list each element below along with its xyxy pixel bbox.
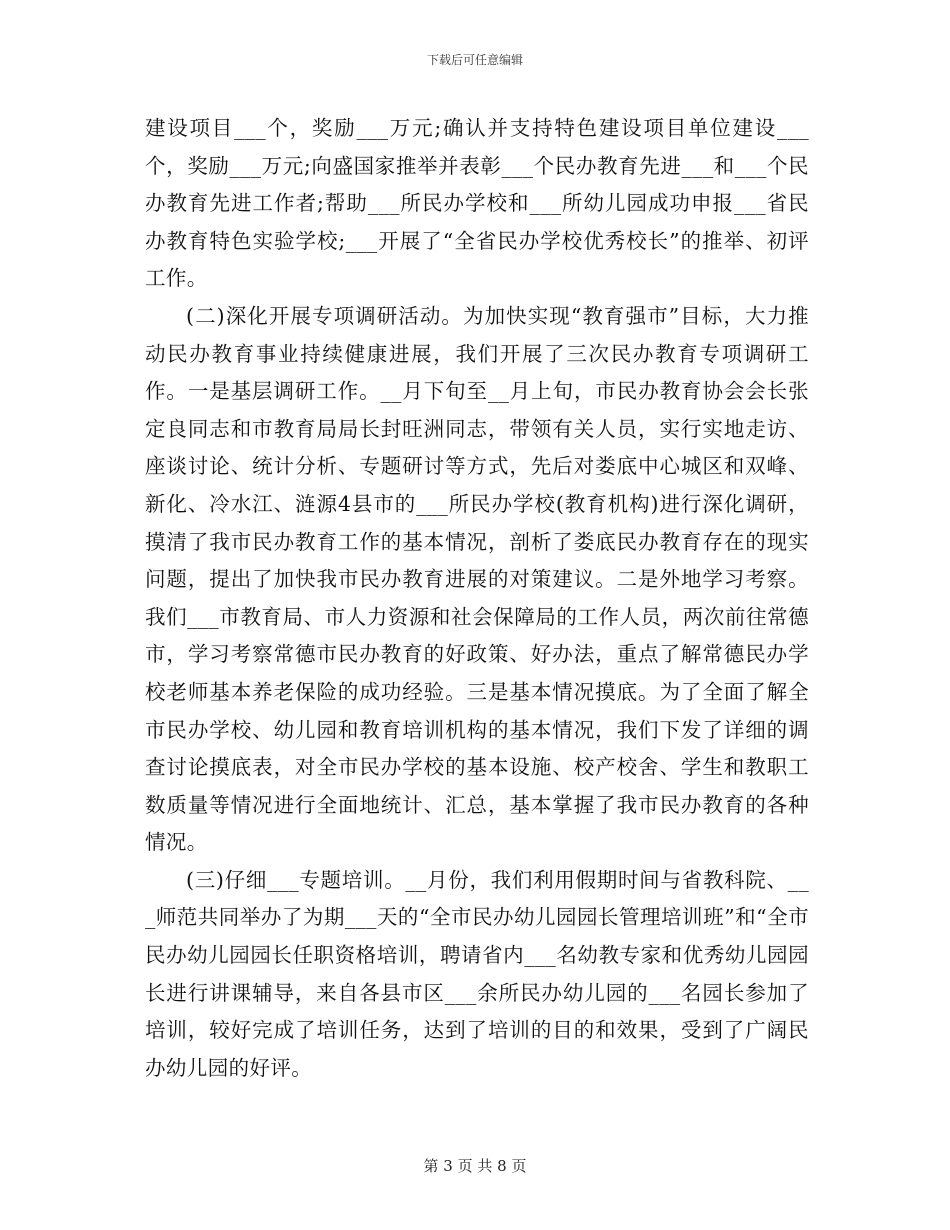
paragraph-training: (三)仔细___专题培训。__月份，我们利用假期时间与省教科院、___师范共同举办了为期___天的“全市民办幼儿园园长管理培训班”和“全市民办幼儿园园长任职资格培训，聘请省内___名幼教专家和优秀幼儿园园长进行讲课辅导，来自各县市区___余所民办幼儿园的___名园长参加了培训，较好完成了培训任务，达到了培训的目的和效果，受到了广阔民办幼儿园的好评。 (145, 867, 809, 1080)
document-body (145, 110, 809, 1087)
page-header: 下载后可任意编辑 (426, 53, 523, 67)
paragraph-research: (二)深化开展专项调研活动。为加快实现“教育强市”目标，大力推动民办教育事业持续健康进展，我们开展了三次民办教育专项调研工作。一是基层调研工作。__月下旬至__月上旬，市民办教育协会会长张定良同志和市教育局局长封旺洲同志，带领有关人员，实行实地走访、座谈讨论、统计分析、专题研讨等方式，先后对娄底中心城区和双峰、新化、冷水江、涟源4县市的___所民办学校(教育机构)进行深化调研，摸清了我市民办教育工作的基本情况，剖析了娄底民办教育存在的现实问题，提出了加快我市民办教育进展的对策建议。二是外地学习考察。我们___市教育局、市人力资源和社会保障局的工作人员，两次前往常德市，学习考察常德市民办教育的好政策、好办法，重点了解常德民办学校老师基本养老保险的成功经验。三是基本情况摸底。为了全面了解全市民办学校、幼儿园和教育培训机构的基本情况，我们下发了详细的调查讨论摸底表，对全市民办学校的基本设施、校产校舍、学生和教职工数质量等情况进行全面地统计、汇总，基本掌握了我市民办教育的各种情况。 (145, 303, 809, 855)
paragraph-continuation: 建设项目___个，奖励___万元;确认并支持特色建设项目单位建设___个，奖励___万元;向盛国家推举并表彰___个民办教育先进___和___个民办教育先进工作者;帮助___所民办学校和___所幼儿园成功申报___省民办教育特色实验学校;___开展了“全省民办学校优秀校长”的推举、初评工作。 (145, 116, 809, 291)
page-number: 第 3 页 共 8 页 (423, 1157, 527, 1175)
